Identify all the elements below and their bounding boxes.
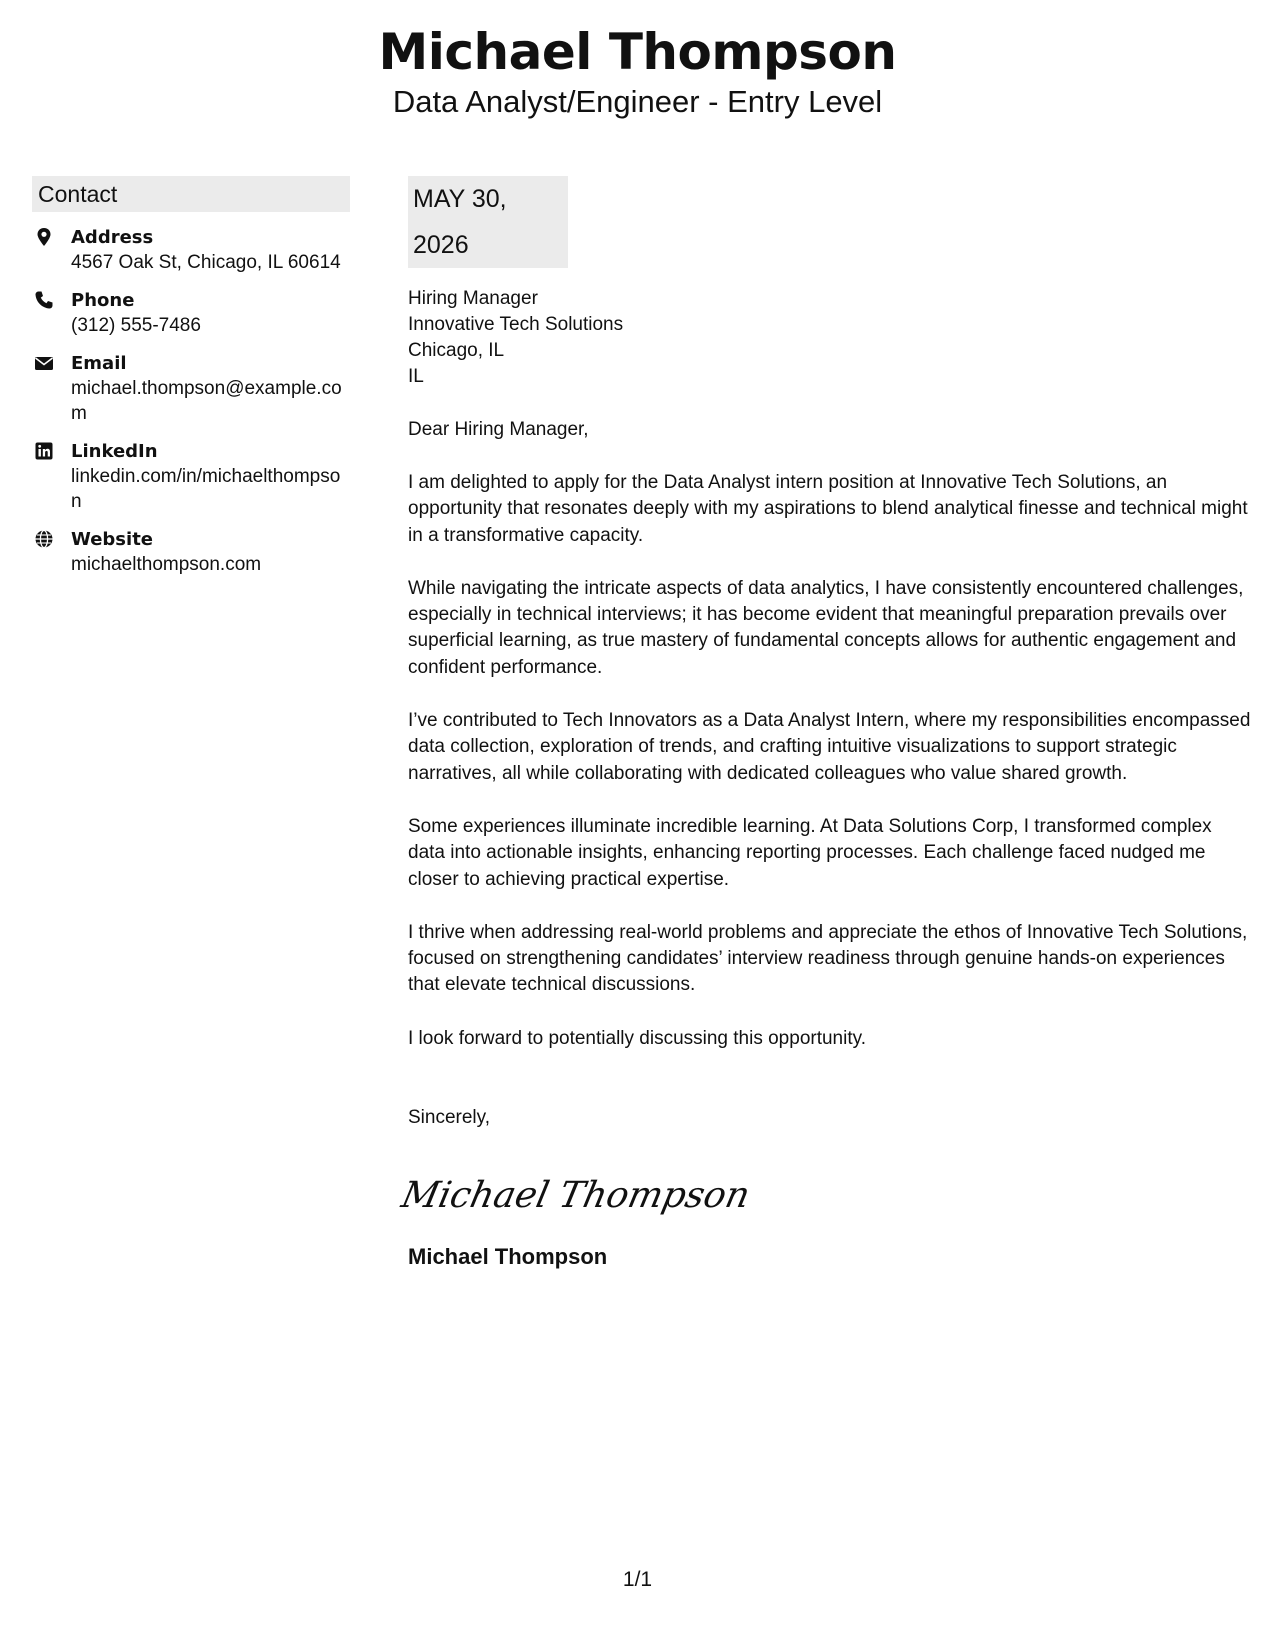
- letter-paragraph: I look forward to potentially discussing this opportunity.: [408, 1027, 866, 1049]
- contact-value: michaelthompson.com: [71, 554, 262, 575]
- contact-website: [32, 527, 350, 577]
- letter-header: [0, 22, 1275, 120]
- applicant-name: Michael Thompson: [378, 23, 897, 81]
- phone-icon: [34, 290, 54, 310]
- contact-address: [32, 225, 350, 275]
- letter-paragraph: I am delighted to apply for the Data Analyst intern position at Innovative Tech Solutions, an opportunity that resonates deeply with my aspirations to blend analytical finesse and technical might in a transformative capacity.: [408, 472, 1248, 546]
- contact-sidebar: [32, 176, 350, 577]
- signature-image: [398, 1169, 754, 1217]
- envelope-icon: [34, 353, 54, 373]
- recipient-line: Hiring Manager: [408, 288, 538, 309]
- recipient-block: [408, 286, 1253, 390]
- signer-name: Michael Thompson: [408, 1244, 608, 1270]
- contact-label: Phone: [71, 290, 135, 311]
- page-number: 1/1: [622, 1568, 653, 1591]
- letter-paragraph: Some experiences illuminate incredible learning. At Data Solutions Corp, I transformed complex data into actionable insights, enhancing reporting processes. Each challenge faced nudged me closer to achieving practical expertise.: [408, 815, 1212, 890]
- letter-paragraph: I thrive when addressing real-world problems and appreciate the ethos of Innovative Tech Solutions, focused on strengthening candidates’ interview readiness through genuine hands-on experiences that elevate technical discussions.: [408, 921, 1248, 996]
- contact-value: (312) 555-7486: [71, 315, 201, 336]
- recipient-line: IL: [408, 366, 424, 387]
- contact-heading: Contact: [32, 176, 350, 212]
- contact-phone: [32, 288, 350, 338]
- letter-body: [398, 176, 1253, 1271]
- recipient-line: Chicago, IL: [408, 340, 505, 361]
- salutation: Dear Hiring Manager,: [408, 419, 589, 440]
- contact-label: Email: [71, 353, 127, 374]
- letter-date: MAY 30, 2026: [408, 176, 568, 268]
- contact-label: Website: [71, 529, 154, 550]
- globe-icon: [34, 529, 54, 549]
- recipient-line: Innovative Tech Solutions: [408, 314, 624, 335]
- contact-value: linkedin.com/in/michaelthompson: [71, 466, 341, 512]
- contact-label: LinkedIn: [71, 441, 158, 462]
- handwritten-signature: [398, 1169, 754, 1217]
- contact-email: [32, 351, 350, 426]
- letter-paragraph: I’ve contributed to Tech Innovators as a Data Analyst Intern, where my responsibilities encompassed data collection, exploration of trends, and crafting intuitive visualizations to support strategic narratives, all while collaborating with dedicated colleagues who value shared growth.: [408, 710, 1251, 784]
- map-pin-icon: [34, 227, 54, 247]
- letter-paragraph: While navigating the intricate aspects of data analytics, I have consistently encountered challenges, especially in technical interviews; it has become evident that meaningful preparation prevails over superficial learning, as true mastery of fundamental concepts allows for authentic engagement and confident performance.: [408, 577, 1244, 678]
- linkedin-icon: [34, 441, 54, 461]
- contact-value: 4567 Oak St, Chicago, IL 60614: [71, 252, 341, 273]
- svg-text:Michael Thompson: Michael Thompson: [398, 1173, 754, 1216]
- contact-label: Address: [71, 227, 154, 248]
- closing: Sincerely,: [408, 1107, 491, 1129]
- applicant-title: Data Analyst/Engineer - Entry Level: [392, 84, 883, 119]
- contact-value: michael.thompson@example.com: [71, 378, 342, 424]
- contact-linkedin: [32, 439, 350, 514]
